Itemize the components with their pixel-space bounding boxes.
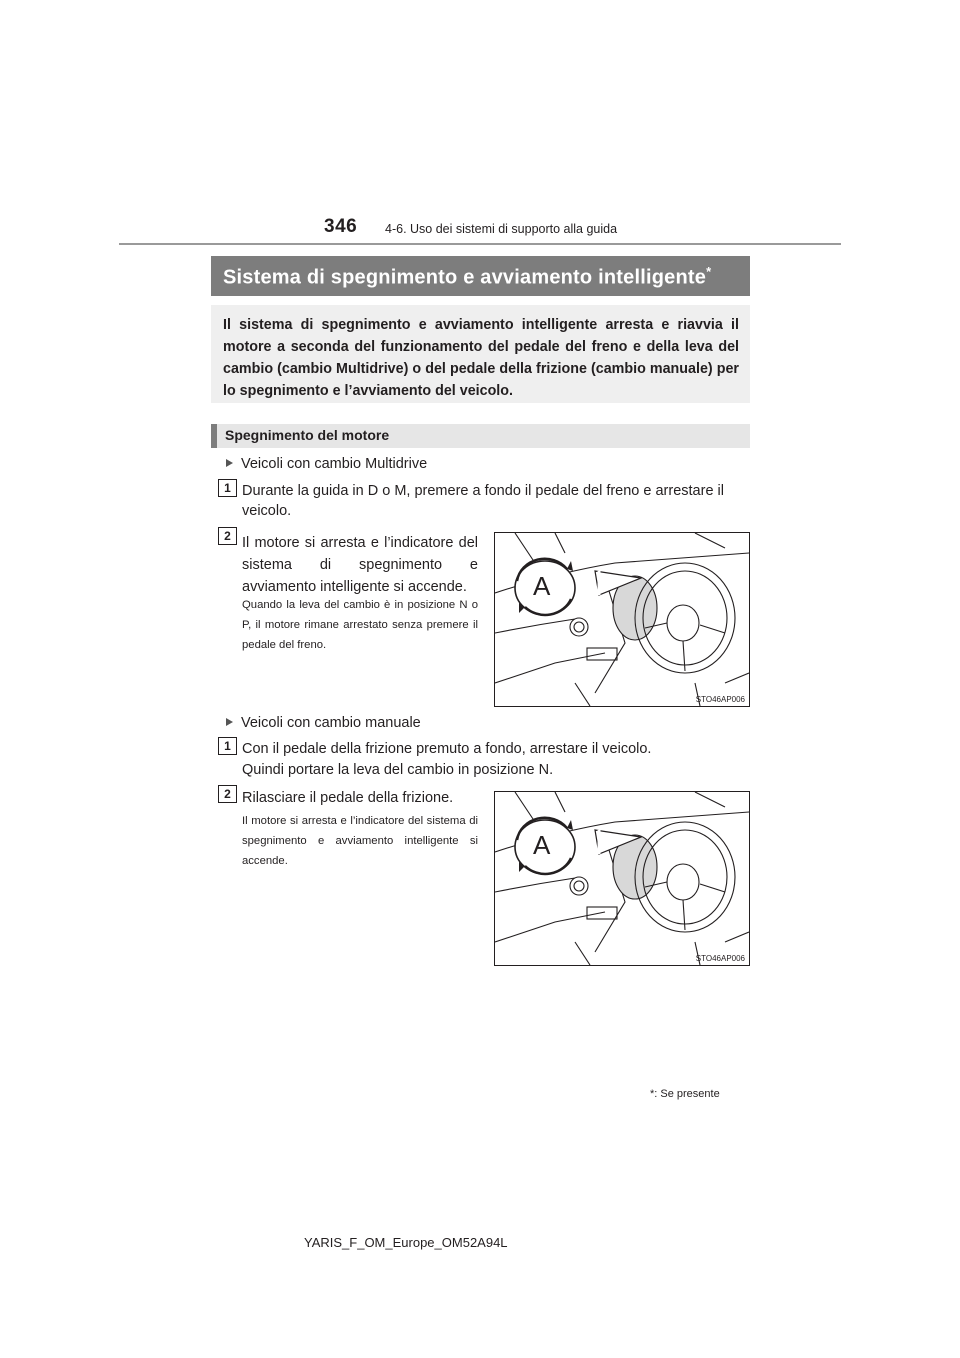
title-bar bbox=[211, 256, 750, 296]
asterisk-mark: * bbox=[706, 264, 712, 279]
multidrive-step1-text: Durante la guida in D o M, premere a fondo il pedale del freno e arrestare il veicolo. bbox=[242, 483, 724, 519]
subheading: Spegnimento del motore bbox=[225, 427, 390, 443]
intro-text: Il sistema di spegnimento e avviamento intelligente arresta e riavvia il motore a seconda del funzionamento del pedale del freno e della leva del cambio (cambio Multidrive) o del pedale della frizione (cambio manuale) per lo spegnimento e l’avviamento del veicolo. bbox=[223, 317, 739, 399]
manual-step1-line1: Con il pedale della frizione premuto a fondo, arrestare il veicolo. bbox=[242, 741, 652, 757]
figure-code: STO46AP006 bbox=[695, 695, 745, 704]
multidrive-heading bbox=[226, 454, 427, 474]
manual-heading bbox=[226, 713, 421, 733]
dashboard-drawing bbox=[495, 792, 749, 965]
figure-code: STO46AP006 bbox=[695, 954, 745, 963]
triangle-bullet-icon bbox=[226, 459, 233, 467]
footnote-mark: * bbox=[650, 1088, 655, 1100]
page-number: 346 bbox=[324, 216, 358, 237]
step-number-1: 1 bbox=[218, 737, 237, 755]
dashboard-illustration bbox=[494, 532, 750, 707]
header-divider bbox=[119, 243, 841, 245]
multidrive-heading-text: Veicoli con cambio Multidrive bbox=[241, 456, 428, 472]
manual-heading-text: Veicoli con cambio manuale bbox=[241, 715, 421, 731]
callout-letter: A bbox=[533, 571, 551, 601]
intro-box bbox=[211, 305, 750, 403]
callout-letter: A bbox=[533, 830, 551, 860]
step-number-2: 2 bbox=[218, 527, 237, 545]
subheading-bar bbox=[211, 424, 750, 448]
step-number-1: 1 bbox=[218, 479, 237, 497]
manual-step1-line2: Quindi portare la leva del cambio in posizione N. bbox=[242, 762, 554, 778]
triangle-bullet-icon bbox=[226, 718, 233, 726]
footnote bbox=[650, 1088, 720, 1100]
section-header: 4-6. Uso dei sistemi di supporto alla guida bbox=[385, 222, 618, 236]
dashboard-drawing bbox=[495, 533, 749, 706]
manual-step2-text: Rilasciare il pedale della frizione. bbox=[242, 790, 454, 806]
step-number-2: 2 bbox=[218, 785, 237, 803]
page-title-text: Sistema di spegnimento e avviamento intelligente bbox=[223, 266, 707, 289]
footnote-text: : Se presente bbox=[654, 1088, 720, 1100]
multidrive-step2-note: Quando la leva del cambio è in posizione N o P, il motore rimane arrestato senza premere il pedale del freno. bbox=[242, 599, 478, 651]
multidrive-step2-text: Il motore si arresta e l’indicatore del sistema di spegnimento e avviamento intelligente si accende. bbox=[242, 535, 478, 595]
manual-step2-note: Il motore si arresta e l’indicatore del sistema di spegnimento e avviamento intelligente si accende. bbox=[242, 815, 478, 867]
footer-document-code: YARIS_F_OM_Europe_OM52A94L bbox=[304, 1235, 508, 1250]
dashboard-illustration bbox=[494, 791, 750, 966]
page-title bbox=[223, 264, 711, 290]
